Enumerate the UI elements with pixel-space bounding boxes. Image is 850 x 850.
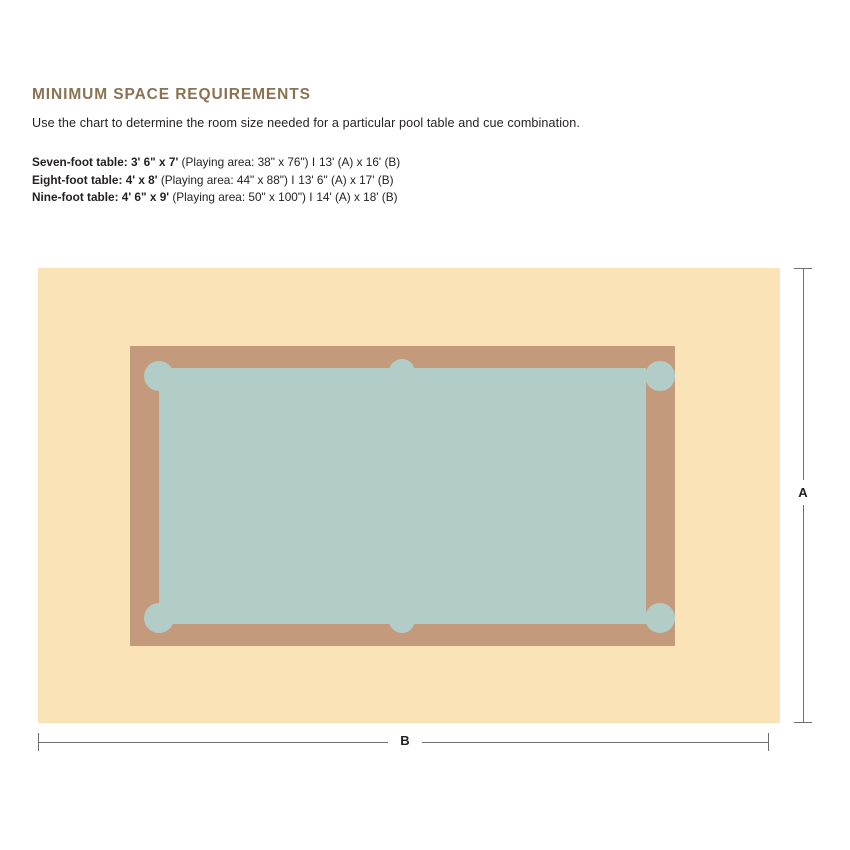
spec-room-size: 13' 6" (A) x 17' (B) xyxy=(298,172,394,187)
spec-separator: I xyxy=(309,190,314,205)
dimension-a xyxy=(798,268,808,723)
spec-separator: I xyxy=(311,155,316,169)
spec-label: Eight-foot table: 4' x 8' xyxy=(32,172,158,187)
pocket-bottom-right xyxy=(645,603,675,633)
page-subtitle: Use the chart to determine the room size needed for a particular pool table and cue combination. xyxy=(32,116,580,130)
pocket-top-left xyxy=(144,361,174,391)
dimension-b xyxy=(38,733,769,748)
spec-room-size: 14' (A) x 18' (B) xyxy=(316,190,398,205)
spec-row-eight-foot xyxy=(32,172,400,190)
pocket-bottom-center xyxy=(389,607,415,633)
spec-label: Seven-foot table: 3' 6" x 7' xyxy=(32,155,179,169)
pool-table-felt xyxy=(159,368,646,624)
spec-playing-area: (Playing area: 38" x 76") xyxy=(181,155,309,169)
dimension-a-cap-top xyxy=(794,268,812,269)
dimension-a-label: A xyxy=(789,480,817,505)
dimension-a-cap-bottom xyxy=(794,722,812,723)
spec-row-nine-foot xyxy=(32,189,400,207)
spec-row-seven-foot xyxy=(32,154,400,172)
spec-playing-area: (Playing area: 44" x 88") xyxy=(160,172,288,187)
spec-playing-area: (Playing area: 50" x 100") xyxy=(172,190,306,205)
table-specs-list xyxy=(32,154,400,207)
pocket-top-right xyxy=(645,361,675,391)
page-title: MINIMUM SPACE REQUIREMENTS xyxy=(32,86,311,103)
spec-label: Nine-foot table: 4' 6" x 9' xyxy=(32,190,170,205)
spec-room-size: 13' (A) x 16' (B) xyxy=(318,155,401,169)
pocket-bottom-left xyxy=(144,603,174,633)
dimension-b-cap-left xyxy=(38,733,39,751)
dimension-b-label: B xyxy=(388,732,422,749)
dimension-b-cap-right xyxy=(768,733,769,751)
spec-separator: I xyxy=(291,172,295,187)
pocket-top-center xyxy=(389,359,415,385)
